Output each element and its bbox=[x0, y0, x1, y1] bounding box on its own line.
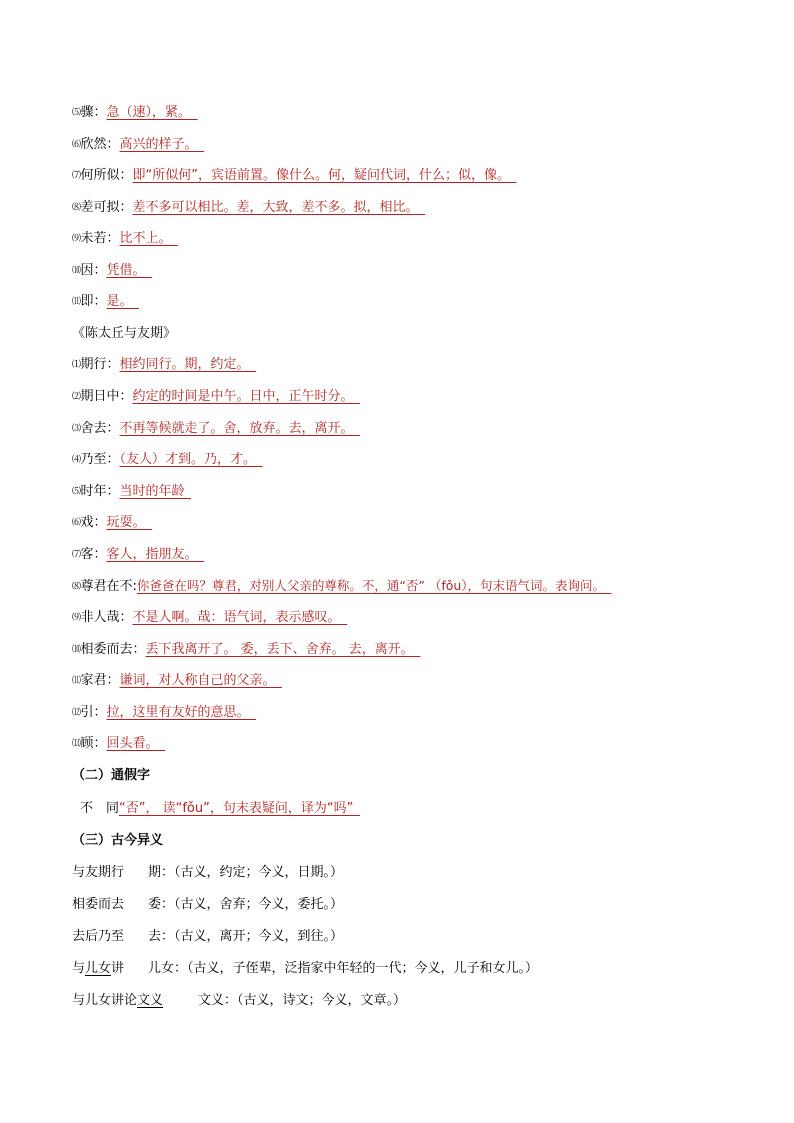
entry-term: 家君： bbox=[80, 673, 120, 688]
gujin-meaning: （古义，子侄辈，泛指家中年轻的一代；今义，儿子和女儿。） bbox=[187, 961, 539, 976]
entry-term: 时年： bbox=[80, 484, 120, 499]
tongjia-line bbox=[80, 800, 360, 818]
entry-number: ⒀ bbox=[72, 739, 81, 749]
gujin-row bbox=[72, 864, 343, 882]
entry-answer: 客人，指朋友。 bbox=[106, 547, 198, 562]
entry-number: ⑶ bbox=[72, 424, 81, 434]
entry-term: 客： bbox=[80, 547, 107, 562]
entry-answer: 回头看。 bbox=[106, 736, 159, 751]
tongjia-heading: （二）通假字 bbox=[72, 768, 151, 783]
gujin-meaning: （古义，离开；今义，到往。） bbox=[174, 929, 344, 944]
tongjia-answer: “否”， 读“fǒu”，句末表疑问，译为“吗” bbox=[119, 801, 354, 816]
gujin-heading: （三）古今异义 bbox=[72, 833, 164, 848]
entry-answer: 比不上。 bbox=[119, 231, 172, 246]
entry-ke bbox=[72, 546, 204, 564]
gujin-word: 去： bbox=[148, 929, 175, 944]
entry-term: 期行： bbox=[80, 357, 120, 372]
gujin-meaning: （古义，舍弃；今义，委托。） bbox=[174, 897, 344, 912]
gujin-row bbox=[72, 896, 343, 914]
entry-number: ⑵ bbox=[72, 392, 81, 402]
entry-number: ⑽ bbox=[72, 266, 81, 276]
entry-term: 相委而去： bbox=[80, 642, 146, 657]
entry-term: 欣然： bbox=[80, 137, 120, 152]
gujin-phrase-key: 儿女 bbox=[85, 961, 112, 976]
gujin-word: 委： bbox=[148, 897, 175, 912]
entry-zunjun bbox=[72, 577, 611, 595]
entry-term: 未若： bbox=[80, 231, 120, 246]
entry-term: 骤： bbox=[80, 105, 107, 120]
entry-answer: 拉，这里有友好的意思。 bbox=[106, 705, 250, 720]
entry-number: ⑸ bbox=[72, 487, 81, 497]
gujin-row bbox=[72, 928, 343, 946]
entry-number: ⑻ bbox=[72, 203, 81, 213]
entry-term: 非人哉： bbox=[80, 610, 133, 625]
entry-term: 差可拟： bbox=[80, 200, 133, 215]
gujin-word: 文义： bbox=[198, 993, 238, 1008]
entry-gu bbox=[72, 735, 165, 753]
gujin-meaning: （古义，诗文；今义，文章。） bbox=[237, 993, 407, 1008]
gujin-word: 期： bbox=[148, 865, 175, 880]
entry-jiajun bbox=[72, 672, 282, 690]
gujin-phrase bbox=[72, 992, 198, 1010]
entry-answer: 凭借。 bbox=[106, 263, 146, 278]
entry-number: ⑿ bbox=[72, 708, 81, 718]
entry-term: 戏： bbox=[80, 515, 107, 530]
entry-term: 即： bbox=[80, 294, 107, 309]
entry-shinian bbox=[72, 483, 191, 501]
gujin-word: 儿女： bbox=[148, 961, 188, 976]
gujin-phrase-key: 文义 bbox=[137, 993, 164, 1008]
entry-answer: （友人）才到。乃，才。 bbox=[119, 452, 257, 467]
entry-number: ⑺ bbox=[72, 171, 81, 181]
entry-number: ⑹ bbox=[72, 518, 81, 528]
entry-zhou bbox=[72, 104, 198, 122]
gujin-phrase-pre: 与 bbox=[72, 961, 86, 976]
entry-answer: 丢下我离开了。 委，丢下、舍弃。 去，离开。 bbox=[145, 642, 414, 657]
entry-number: ⑷ bbox=[72, 455, 81, 465]
entry-weiruo bbox=[72, 230, 178, 248]
entry-xi bbox=[72, 514, 152, 532]
entry-term: 舍去： bbox=[80, 421, 120, 436]
entry-answer: 谦词，对人称自己的父亲。 bbox=[119, 673, 276, 688]
gujin-phrase bbox=[72, 960, 148, 978]
entry-answer: 即“所似何”，宾语前置。像什么。何，疑问代词，什么；似，像。 bbox=[132, 168, 511, 183]
entry-answer: 你爸爸在吗？尊君，对别人父亲的尊称。不，通“否” （fǒu），句末语气词。表询问。 bbox=[136, 578, 606, 593]
entry-number: ⑼ bbox=[72, 613, 81, 623]
entry-number: ⑾ bbox=[72, 676, 81, 686]
entry-term: 顾： bbox=[80, 736, 107, 751]
gujin-row bbox=[72, 992, 406, 1010]
gujin-meaning: （古义，约定；今义，日期。） bbox=[174, 865, 344, 880]
entry-hesuosi bbox=[72, 167, 517, 185]
entry-number: ⑸ bbox=[72, 108, 81, 118]
gujin-phrase-pre: 与儿女讲论 bbox=[72, 993, 138, 1008]
entry-number: ⑻ bbox=[72, 582, 81, 592]
entry-answer: 急（速），紧。 bbox=[106, 105, 192, 120]
entry-number: ⑹ bbox=[72, 140, 81, 150]
entry-xinran bbox=[72, 136, 204, 154]
entry-answer: 相约同行。期，约定。 bbox=[119, 357, 250, 372]
entry-answer: 约定的时间是中午。日中，正午时分。 bbox=[132, 389, 354, 404]
section-title: 《陈太丘与友期》 bbox=[72, 326, 177, 341]
entry-feirenzai bbox=[72, 609, 347, 627]
entry-answer: 玩耍。 bbox=[106, 515, 146, 530]
entry-sheqv bbox=[72, 420, 360, 438]
entry-ji bbox=[72, 293, 139, 311]
gujin-phrase: 去后乃至 bbox=[72, 929, 125, 944]
tongjia-prefix: 不 同 bbox=[80, 801, 120, 816]
entry-number: ⑴ bbox=[72, 360, 81, 370]
entry-answer: 是。 bbox=[106, 294, 133, 309]
entry-term: 期日中： bbox=[80, 389, 133, 404]
gujin-phrase: 相委而去 bbox=[72, 897, 125, 912]
entry-number: ⑽ bbox=[72, 645, 81, 655]
entry-qirizhong bbox=[72, 388, 360, 406]
entry-answer: 高兴的样子。 bbox=[119, 137, 198, 152]
entry-number: ⑼ bbox=[72, 234, 81, 244]
entry-yin bbox=[72, 262, 152, 280]
entry-answer: 当时的年龄 bbox=[119, 484, 185, 499]
entry-xiangweierqv bbox=[72, 641, 420, 659]
gujin-phrase-post: 讲 bbox=[111, 961, 125, 976]
entry-naizhi bbox=[72, 451, 263, 469]
entry-yin2 bbox=[72, 704, 256, 722]
entry-answer: 不再等候就走了。舍，放弃。去，离开。 bbox=[119, 421, 354, 436]
entry-answer: 差不多可以相比。差，大致，差不多。拟，相比。 bbox=[132, 200, 419, 215]
entry-qixing bbox=[72, 356, 256, 374]
entry-chakeni bbox=[72, 199, 425, 217]
entry-term: 因： bbox=[80, 263, 107, 278]
entry-term: 何所似： bbox=[80, 168, 133, 183]
entry-number: ⑺ bbox=[72, 550, 81, 560]
gujin-row bbox=[72, 960, 538, 978]
entry-number: ⑾ bbox=[72, 297, 81, 307]
entry-term: 尊君在不: bbox=[80, 579, 137, 594]
gujin-phrase: 与友期行 bbox=[72, 865, 125, 880]
entry-answer: 不是人啊。哉：语气词，表示感叹。 bbox=[132, 610, 341, 625]
entry-term: 乃至： bbox=[80, 452, 120, 467]
entry-term: 引： bbox=[80, 705, 107, 720]
